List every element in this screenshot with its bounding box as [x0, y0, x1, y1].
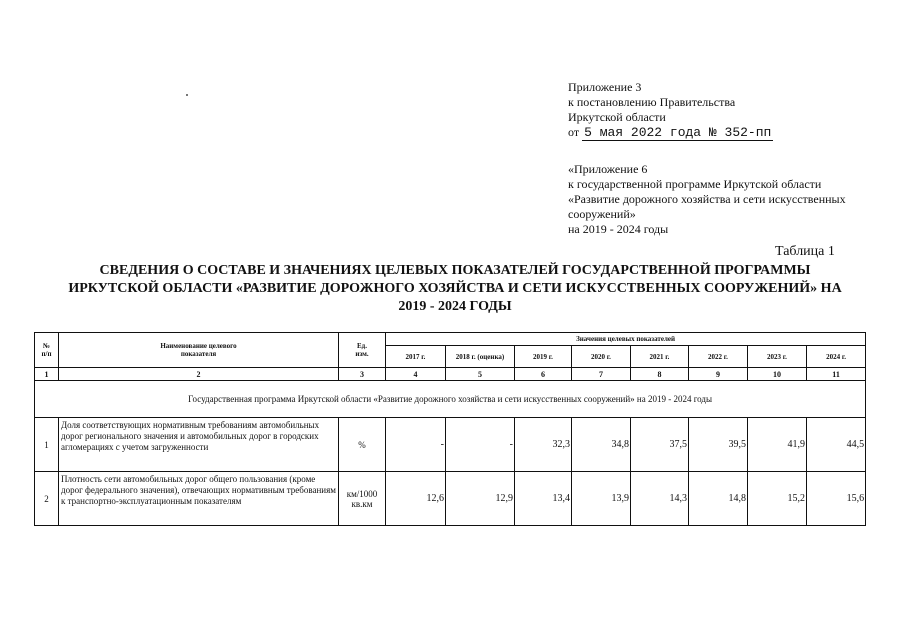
indicator-value: 12,6 [386, 472, 446, 526]
indicators-table [34, 332, 866, 526]
title-line-3: 2019 - 2024 ГОДЫ [398, 299, 512, 314]
year-header: 2019 г. [515, 346, 572, 368]
indicator-value: 14,3 [631, 472, 689, 526]
table-label: Таблица 1 [775, 244, 835, 259]
column-number: 11 [807, 368, 866, 381]
annex-header [568, 80, 888, 237]
year-header: 2017 г. [386, 346, 446, 368]
column-number: 8 [631, 368, 689, 381]
column-number: 5 [446, 368, 515, 381]
resolution-date [568, 125, 888, 140]
column-number: 9 [689, 368, 748, 381]
indicator-unit: км/1000 кв.км [339, 472, 386, 526]
indicator-value: 15,2 [748, 472, 807, 526]
indicator-value: 41,9 [748, 418, 807, 472]
indicator-value: 14,8 [689, 472, 748, 526]
col-header-unit: Ед. изм. [339, 333, 386, 368]
title-line-1: СВЕДЕНИЯ О СОСТАВЕ И ЗНАЧЕНИЯХ ЦЕЛЕВЫХ ПОКАЗАТЕЛЕЙ ГОСУДАРСТВЕННОЙ ПРОГРАММЫ [99, 263, 811, 278]
indicator-value: 15,6 [807, 472, 866, 526]
indicator-value: - [386, 418, 446, 472]
indicator-value: 13,4 [515, 472, 572, 526]
program-annex-ref: к государственной программе Иркутской области [568, 177, 822, 191]
program-annex-number: «Приложение 6 [568, 162, 648, 176]
indicator-unit: % [339, 418, 386, 472]
indicator-number: 2 [35, 472, 59, 526]
col-header-values: Значения целевых показателей [386, 333, 866, 346]
resolution-ref: к постановлению Правительства [568, 95, 736, 109]
indicator-row [35, 472, 866, 526]
date-value: 5 мая 2022 года № 352-пп [584, 125, 772, 140]
annex-number: Приложение 3 [568, 80, 642, 94]
column-number: 4 [386, 368, 446, 381]
column-number: 6 [515, 368, 572, 381]
indicator-value: 32,3 [515, 418, 572, 472]
column-number: 2 [59, 368, 339, 381]
year-header: 2018 г. (оценка) [446, 346, 515, 368]
indicator-row [35, 418, 866, 472]
indicator-value: 12,9 [446, 472, 515, 526]
year-header: 2021 г. [631, 346, 689, 368]
indicator-value: 39,5 [689, 418, 748, 472]
program-name-line1: «Развитие дорожного хозяйства и сети искусственных [568, 192, 846, 206]
year-header: 2023 г. [748, 346, 807, 368]
indicator-name: Доля соответствующих нормативным требованиям автомобильных дорог регионального значения и автомобильных дорог в городских агломерациях с учетом загруженности [59, 418, 339, 472]
indicator-number: 1 [35, 418, 59, 472]
indicator-value: - [446, 418, 515, 472]
column-number: 3 [339, 368, 386, 381]
year-header: 2022 г. [689, 346, 748, 368]
indicator-name: Плотность сети автомобильных дорог общего пользования (кроме дорог федерального значения), отвечающих нормативным требованиям к транспортно-эксплуатационным показателям [59, 472, 339, 526]
column-number: 7 [572, 368, 631, 381]
year-header: 2024 г. [807, 346, 866, 368]
region-name: Иркутской области [568, 110, 666, 124]
title-line-2: ИРКУТСКОЙ ОБЛАСТИ «РАЗВИТИЕ ДОРОЖНОГО ХОЗЯЙСТВА И СЕТИ ИСКУССТВЕННЫХ СООРУЖЕНИЙ» НА [68, 281, 842, 296]
indicator-value: 13,9 [572, 472, 631, 526]
indicator-value: 37,5 [631, 418, 689, 472]
column-number: 10 [748, 368, 807, 381]
document-title [40, 262, 870, 316]
program-row: Государственная программа Иркутской области «Развитие дорожного хозяйства и сети искусственных сооружений» на 2019 - 2024 годы [35, 381, 866, 418]
col-header-name: Наименование целевого показателя [59, 333, 339, 368]
program-name-line2: сооружений» [568, 207, 636, 221]
scan-speck [186, 94, 188, 96]
indicator-value: 34,8 [572, 418, 631, 472]
column-number: 1 [35, 368, 59, 381]
year-header: 2020 г. [572, 346, 631, 368]
col-header-number: № п/п [35, 333, 59, 368]
indicator-value: 44,5 [807, 418, 866, 472]
date-prefix: от [568, 125, 580, 139]
program-period: на 2019 - 2024 годы [568, 222, 669, 236]
